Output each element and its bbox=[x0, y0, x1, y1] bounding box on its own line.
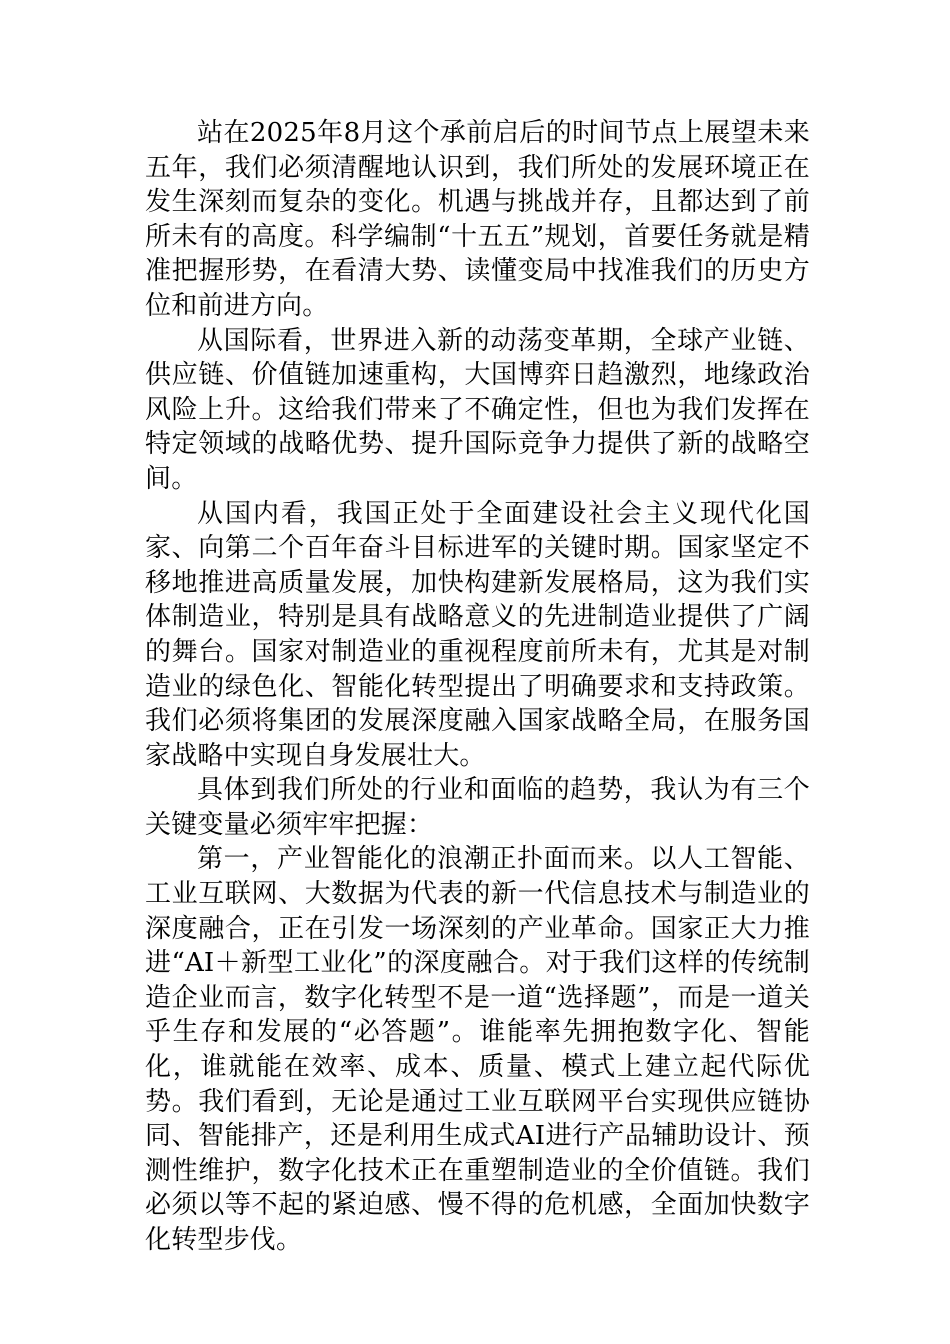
paragraph-international: 从国际看，世界进入新的动荡变革期，全球产业链、供应链、价值链加速重构，大国博弈日趋激烈，地缘政治风险上升。这给我们带来了不确定性，但也为我们发挥在特定领域的战略优势、提升国际竞争力提供了新的战略空间。 bbox=[145, 325, 810, 494]
document-body bbox=[145, 116, 810, 1258]
paragraph-domestic: 从国内看，我国正处于全面建设社会主义现代化国家、向第二个百年奋斗目标进军的关键时期。国家坚定不移地推进高质量发展，加快构建新发展格局，这为我们实体制造业，特别是具有战略意义的先进制造业提供了广阔的舞台。国家对制造业的重视程度前所未有，尤其是对制造业的绿色化、智能化转型提出了明确要求和支持政策。我们必须将集团的发展深度融入国家战略全局，在服务国家战略中实现自身发展壮大。 bbox=[145, 498, 810, 771]
paragraph-situation: 站在2025年8月这个承前启后的时间节点上展望未来五年，我们必须清醒地认识到，我们所处的发展环境正在发生深刻而复杂的变化。机遇与挑战并存，且都达到了前所未有的高度。科学编制“十五五”规划，首要任务就是精准把握形势，在看清大势、读懂变局中找准我们的历史方位和前进方向。 bbox=[145, 118, 810, 321]
paragraph-key-variables: 具体到我们所处的行业和面临的趋势，我认为有三个关键变量必须牢牢把握： bbox=[145, 775, 810, 840]
paragraph-first-variable: 第一，产业智能化的浪潮正扑面而来。以人工智能、工业互联网、大数据为代表的新一代信息技术与制造业的深度融合，正在引发一场深刻的产业革命。国家正大力推进“AI＋新型工业化”的深度融合。对于我们这样的传统制造企业而言，数字化转型不是一道“选择题”，而是一道关乎生存和发展的“必答题”。谁能率先拥抱数字化、智能化，谁就能在效率、成本、质量、模式上建立起代际优势。我们看到，无论是通过工业互联网平台实现供应链协同、智能排产，还是利用生成式AI进行产品辅助设计、预测性维护，数字化技术正在重塑制造业的全价值链。我们必须以等不起的紧迫感、慢不得的危机感，全面加快数字化转型步伐。 bbox=[145, 844, 810, 1255]
